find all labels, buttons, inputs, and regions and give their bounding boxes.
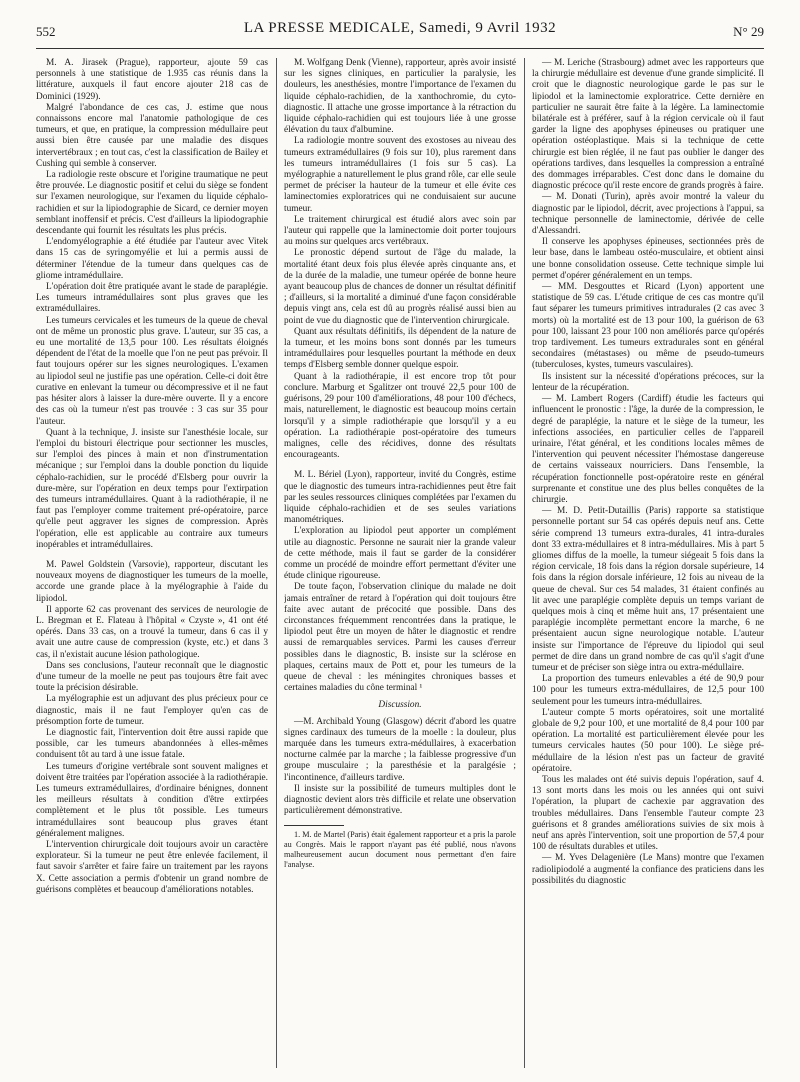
running-header	[36, 14, 764, 49]
paragraph: Quant aux résultats définitifs, ils dépendent de la nature de la tumeur, et les moins bons sont donnés par les tumeurs intramédullaires pour lesquelles pourtant la méthode en deux temps d'Elsberg semble donner quelque espoir.	[284, 326, 516, 371]
paragraph: Malgré l'abondance de ces cas, J. estime que nous connaissons encore mal l'anatomie pathologique de ces tumeurs, et que, en pratique, la compression médullaire peut aussi bien être causée par une maladie des disques intervertébraux ; en tout cas, c'est la classification de Bailey et Cushing qui semble à conserver.	[36, 102, 268, 169]
paragraph: — M. Leriche (Strasbourg) admet avec les rapporteurs que la chirurgie médullaire est devenue d'une grande simplicité. Il croit que le diagnostic neurologique garde le pas sur le lipiodol et la laminectomie exploratrice. Cette dernière en particulier ne saurait être faite à la légère. La laminectomie bilatérale est à préférer, sauf à la région cervicale où il faut garder la ligne des apophyses épineuses ou pratiquer une opération ostéoplastique. Mais si la technique de cette chirurgie est bien réglée, il ne faut pas oublier le danger des opérations tardives, dans lesquelles la compression a entraîné des dommages irréparables. C'est donc dans le domaine du diagnostic précoce qu'il reste encore de grands progrès à faire.	[532, 58, 764, 192]
paragraph: — M. Lambert Rogers (Cardiff) étudie les facteurs qui influencent le pronostic : l'âge, la durée de la compression, le degré de paraplégie, la nature et le siège de la tumeur, les infections associées, en particulier celles de l'appareil urinaire, l'état général, et les conditions locales mêmes de l'intervention qui peuvent nécessiter l'hémostase dangereuse de certains vaisseaux nourriciers. Dans l'ensemble, la récupération fonctionnelle post-opératoire reste en général surprenante et constitue une des plus belles conquêtes de la chirurgie.	[532, 394, 764, 505]
paragraph: Les tumeurs d'origine vertébrale sont souvent malignes et doivent être traitées par l'opération associée à la radiothérapie. Les tumeurs extramédullaires, d'ordinaire bénignes, donnent les meilleurs résultats à condition d'être extirpées complètement et le plus tôt possible. Les tumeurs intramédullaires sont beaucoup plus graves étant généralement malignes.	[36, 761, 268, 839]
paragraph: Il conserve les apophyses épineuses, sectionnées près de leur base, dans le lambeau ostéo-musculaire, et obtient ainsi une bonne consolidation osseuse. Cette technique simple lui permet d'opérer généralement en un temps.	[532, 237, 764, 281]
footnote-rule	[284, 825, 344, 826]
section-heading: Discussion.	[378, 700, 422, 711]
paragraph: Le pronostic dépend surtout de l'âge du malade, la mortalité étant deux fois plus élevée après cinquante ans, et de la durée de la maladie, une tumeur opérée de bonne heure ayant beaucoup plus de chances de donner un résultat définitif ; d'ailleurs, si la mortalité a diminué d'une façon considérable depuis vingt ans, cela est dû au progrès réalisé aussi bien au point de vue du diagnostic que de l'intervention chirurgicale.	[284, 248, 516, 326]
column-divider	[276, 58, 277, 1068]
paragraph: Ils insistent sur la nécessité d'opérations précoces, sur la lenteur de la récupération.	[532, 371, 764, 393]
paragraph: Le traitement chirurgical est étudié alors avec soin par l'auteur qui rappelle que la laminectomie doit porter toujours au moins sur quelques arcs vertébraux.	[284, 214, 516, 248]
paragraph: De toute façon, l'observation clinique du malade ne doit jamais entraîner de retard à l'opération qui doit toujours être faite avec autant de précocité que possible. Dans des circonstances fréquemment rencontrées dans la pratique, le lipiodol peut être un moyen de hâter le diagnostic et rendre aussi de remarquables services. Parmi les causes d'erreur possibles dans le diagnostic, B. insiste sur la sclérose en plaques, certains maux de Pott et, pour les tumeurs de la queue de cheval : les méningites chroniques basses et certaines maladies du cône terminal ¹	[284, 582, 516, 694]
journal-title: LA PRESSE MEDICALE, Samedi, 9 Avril 1932	[243, 20, 557, 36]
paragraph: M. Wolfgang Denk (Vienne), rapporteur, après avoir insisté sur les signes cliniques, en particulier la paralysie, les douleurs, les anesthésies, montre l'importance de l'examen du liquide céphalo-rachidien, de la xanthochromie, du cyto-diagnostic. Il attache une grosse importance à la rétraction du liquide céphalo-rachidien qui est toujours liée à une grosse élévation du taux d'albumine.	[284, 58, 516, 136]
paragraph: La myélographie est un adjuvant des plus précieux pour ce diagnostic, mais il ne faut l'employer qu'en cas de présomption forte de tumeur.	[36, 694, 268, 727]
paragraph: L'endomyélographie a été étudiée par l'auteur avec Vitek dans 15 cas de syringomyélie et lui a permis aussi de déterminer l'étendue de la tumeur dans quelques cas de gliome intramédullaire.	[36, 237, 268, 281]
paragraph: Il insiste sur la possibilité de tumeurs multiples dont le diagnostic devient alors très difficile et relate une observation particulièrement démonstrative.	[284, 783, 516, 817]
column-1	[36, 58, 268, 1076]
paragraph: L'auteur compte 5 morts opératoires, soit une mortalité globale de 9,2 pour 100, et une mortalité de 8,4 pour 100 par opération. La mortalité est particulièrement élevée pour les tumeurs cervicales hautes (50 pour 100). Le siège pré-médullaire de la lésion n'est pas un facteur de gravité opératoire.	[532, 707, 764, 774]
column-2	[284, 58, 516, 1076]
paragraph: M. L. Bériel (Lyon), rapporteur, invité du Congrès, estime que le diagnostic des tumeurs intra-rachidiennes peut être fait par les seules ressources cliniques complétées par l'examen du liquide céphalo-rachidien et de ses seules variations manométriques.	[284, 470, 516, 526]
paragraph: La proportion des tumeurs enlevables a été de 90,9 pour 100 pour les tumeurs extra-médullaires, de 12,5 pour 100 seulement pour les tumeurs intra-médullaires.	[532, 674, 764, 707]
paragraph: Quant à la radiothérapie, il est encore trop tôt pour conclure. Marburg et Sgalitzer ont trouvé 22,5 pour 100 de guérisons, 29 pour 100 d'améliorations, 48 pour 100 d'échecs, mais, naturellement, le diagnostic est beaucoup moins certain lorsqu'il y a simple radiothérapie que lorsqu'il y a eu opération. La radiothérapie post-opératoire des tumeurs malignes, celle des récidives, donne des résultats encourageants.	[284, 371, 516, 461]
paragraph: Quant à la technique, J. insiste sur l'anesthésie locale, sur l'emploi du bistouri électrique pour sectionner les muscles, sur l'emploi des pinces à main et non d'instrumentation mécanique ; sur l'emploi dans la double ponction du liquide céphalo-rachidien, sur le procédé d'Elsberg pour ouvrir la dure-mère, sur l'opération en deux temps pour l'extirpation des tumeurs intramédullaires. Quant à la radiothérapie, il ne faut pas l'employer comme traitement pré-opératoire, parce qu'elle peut aggraver les signes de compression. Après l'opération, elle est applicable au contraire aux tumeurs inopérables et intramédullaires.	[36, 427, 268, 550]
paragraph: —M. Archibald Young (Glasgow) décrit d'abord les quatre signes cardinaux des tumeurs de la moelle : la douleur, plus marquée dans les tumeurs extra-médullaires, à exacerbation nocturne calmée par la marche ; la faiblesse progressive d'un groupe musculaire ; la paresthésie et la paralgésie ; l'incontinence, d'ailleurs tardive.	[284, 716, 516, 783]
paragraph: — M. D. Petit-Dutaillis (Paris) rapporte sa statistique personnelle portant sur 54 cas opérés depuis neuf ans. Cette série comprend 13 tumeurs extra-durales, 41 intra-durales dont 33 extra-médullaires et 8 intra-médullaires. Mis à part 5 gliomes diffus de la moelle, la tumeur siégeait 5 fois dans la région cervicale, 18 fois dans la région dorsale supérieure, 14 fois dans la région dorsale inférieure, 12 fois au niveau de la queue de cheval. Sur ces 54 malades, 31 étaient confinés au lit avec une paraplégie complète depuis un temps variant de quelques mois à cinq et même huit ans, 17 présentaient une paraplégie incomplète permettant encore la marche, 6 ne présentaient aucun signe neurologique notable. L'auteur insiste sur l'importance de l'épreuve du lipiodol qui seul permet de dire dans un grand nombre de cas qu'il s'agit d'une tumeur et de préciser son siège intra ou extra-médullaire.	[532, 506, 764, 673]
paragraph: Le diagnostic fait, l'intervention doit être aussi rapide que possible, car les tumeurs abandonnées à elles-mêmes conduisent tôt au tard à une issue fatale.	[36, 727, 268, 761]
paragraph: L'intervention chirurgicale doit toujours avoir un caractère explorateur. Si la tumeur ne peut être enlevée facilement, il faut savoir s'arrêter et faire faire un traitement par les rayons X. Cette association a permis d'obtenir un grand nombre de guérisons complètes et beaucoup d'améliorations notables.	[36, 840, 268, 895]
article-body	[36, 58, 764, 1076]
issue-number: N° 29	[733, 24, 764, 39]
paragraph: Tous les malades ont été suivis depuis l'opération, sauf 4. 13 sont morts dans les mois ou les années qui ont suivi l'opération, la plupart de cachexie par aggravation des troubles médullaires. Dans l'ensemble l'auteur compte 23 guérisons et 8 grandes améliorations suivies de six mois à neuf ans après l'intervention, soit une proportion de 57,4 pour 100 de résultats durables et utiles.	[532, 775, 764, 853]
paragraph: — M. Donati (Turin), après avoir montré la valeur du diagnostic par le lipiodol, décrit, avec projections à l'appui, sa technique personnelle de laminectomie, dérivée de celle d'Alessandri.	[532, 192, 764, 237]
paragraph: — M. Yves Delagenière (Le Mans) montre que l'examen radiolipiodolé a augmenté la confiance des praticiens dans les possibilités du diagnostic	[532, 853, 764, 886]
footnote: 1. M. de Martel (Paris) était également rapporteur et a pris la parole au Congrès. Mais le rapport n'ayant pas été publié, nous n'avons malheureusement aucun document nous permettant d'en faire l'analyse.	[284, 830, 516, 869]
paragraph: M. A. Jirasek (Prague), rapporteur, ajoute 59 cas personnels à une statistique de 1.935 cas réunis dans la littérature, auxquels il faut encore ajouter 218 cas de Dominici (1929).	[36, 58, 268, 102]
paragraph: L'opération doit être pratiquée avant le stade de paraplégie. Les tumeurs intramédullaires sont plus graves que les extramédullaires.	[36, 282, 268, 315]
paragraph: L'exploration au lipiodol peut apporter un complément utile au diagnostic. Personne ne saurait nier la grande valeur de cette méthode, mais il faut se garder de la considérer comme un procédé de moindre effort permettant d'éviter une étude clinique rigoureuse.	[284, 526, 516, 582]
page-number: 552	[36, 24, 56, 39]
paragraph: La radiologie montre souvent des exostoses au niveau des tumeurs extramédullaires (9 fois sur 10), plus rarement dans les tumeurs intramédullaires (1 fois sur 5 cas). La myélographie a naturellement le plus grand rôle, car elle seule permet de préciser la hauteur de la tumeur et elle évite ces laminectomies exploratrices qui ne conduisaient sur aucune tumeur.	[284, 136, 516, 214]
column-3	[532, 58, 764, 1076]
paragraph: Les tumeurs cervicales et les tumeurs de la queue de cheval ont de même un pronostic plus grave. L'auteur, sur 35 cas, a eu une mortalité de 13,5 pour 100. Les résultats éloignés dépendent de l'état de la moelle que l'on ne peut pas prévoir. Il faut toujours opérer sur les signes neurologiques. L'examen au lipiodol seul ne justifie pas une opération. Celle-ci doit être curative en enlevant la tumeur ou décompressive et il ne faut pas hésiter alors à laisser la dure-mère ouverte. Il y a encore des cas où la tumeur n'est pas trouvée : 3 cas sur 35 pour l'auteur.	[36, 315, 268, 427]
column-divider	[524, 58, 525, 1068]
paragraph: Il apporte 62 cas provenant des services de neurologie de L. Bregman et E. Flateau à l'hôpital « Czyste », 41 ont été opérés. Dans 33 cas, on a trouvé la tumeur, dans 6 cas il y avait une autre cause de compression (kyste, etc.) et dans 3 cas, il n'existait aucune lésion pathologique.	[36, 604, 268, 660]
paragraph: M. Pawel Goldstein (Varsovie), rapporteur, discutant les nouveaux moyens de diagnostiquer les tumeurs de la moelle, accorde une grande place à la myélographie à l'aide du lipiodol.	[36, 559, 268, 604]
paragraph: La radiologie reste obscure et l'origine traumatique ne peut être prouvée. Le diagnostic positif et celui du siège se fondent sur l'examen neurologique, sur l'examen du liquide céphalo-rachidien et sur la lipiodographie de Sicard, ce dernier moyen semblant inoffensif et précis. C'est d'ailleurs la lipiodographie descendante qui fournit les résultats les plus précis.	[36, 170, 268, 237]
paragraph: — MM. Desgouttes et Ricard (Lyon) apportent une statistique de 59 cas. L'étude critique de ces cas montre qu'il faut séparer les tumeurs primitives intradurales (2 cas avec 3 morts) où la mortalité est de 13 pour 100, la guérison de 63 pour 100, laissant 23 pour 100 non améliorés parce qu'opérés trop tardivement. Les tumeurs extradurales sont en général secondaires (métastases) ou même de pseudo-tumeurs (tuberculoses, kystes, tumeurs vasculaires).	[532, 282, 764, 371]
paragraph: Dans ses conclusions, l'auteur reconnaît que le diagnostic d'une tumeur de la moelle ne peut pas toujours être fait avec toute la précision désirable.	[36, 660, 268, 694]
